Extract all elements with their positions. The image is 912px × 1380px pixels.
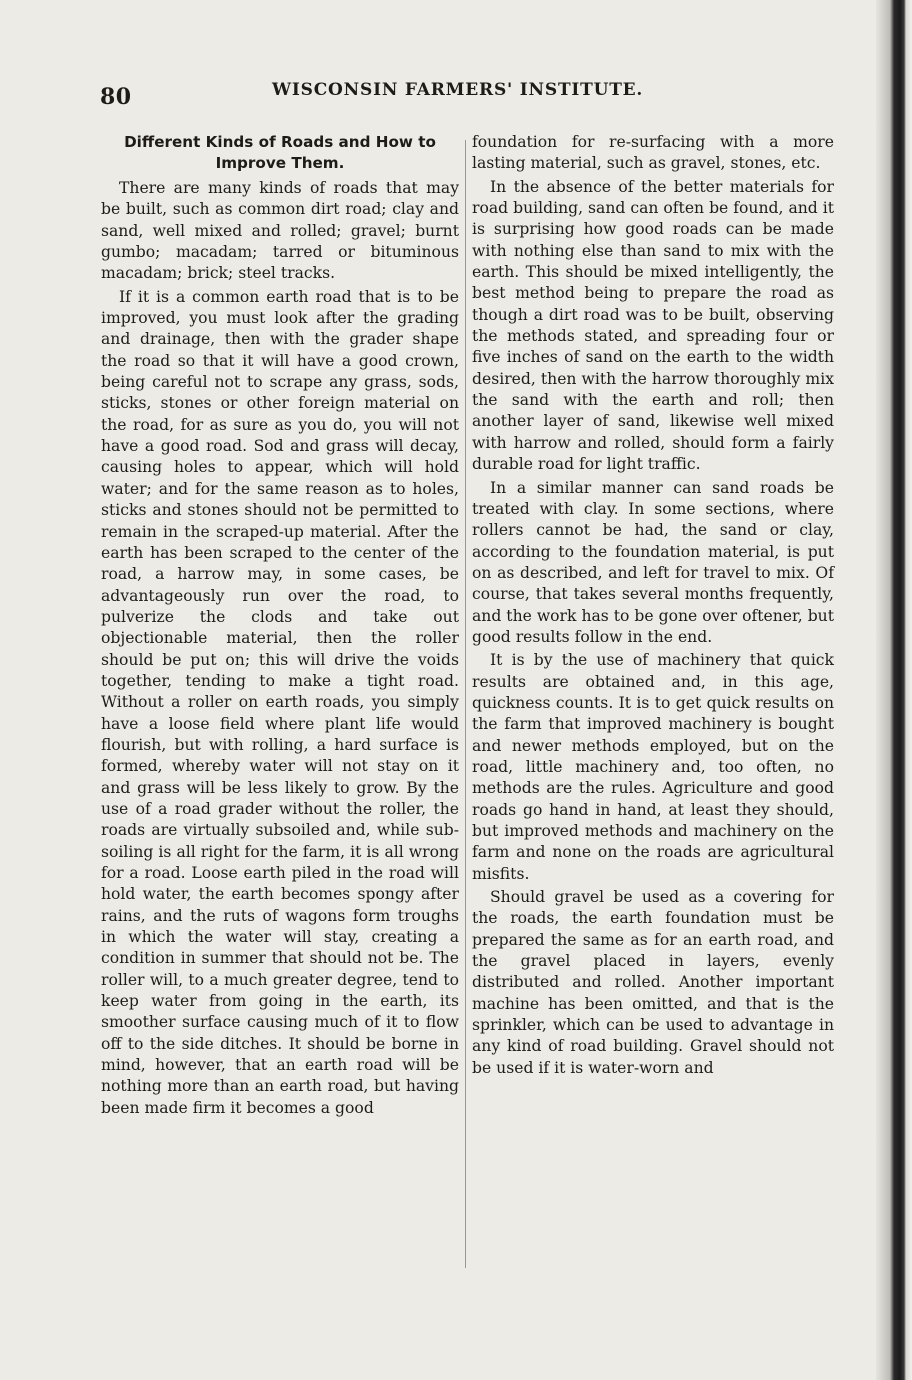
paragraph-sand-roads: In the absence of the better materials for road building, sand can often be found, and it is surprising how good roads can be made with nothing else than sand to mix with the earth. This should be mixed intelligently, the best method being to prepare the road as though a dirt road was to be built, observing the methods stated, and spreading four or five inches of sand on the earth to the width desired, then with the harrow thoroughly mix the sand with the earth and roll; then another layer of sand, likewise well mixed with harrow and rolled, should form a fairly durable road for light traffic.: [472, 177, 834, 474]
paragraph-earth-road-continued: foundation for re-surfacing with a more lasting material, such as gravel, stones, etc.: [472, 133, 834, 173]
article-title: Different Kinds of Roads and How to Improve Them.: [124, 133, 436, 172]
page-number: 80: [100, 84, 132, 110]
paragraph-earth-road: If it is a common earth road that is to be improved, you must look after the grading and drainage, then with the grader shape the road so that it will have a good crown, being careful not to scrape any grass, sods, sticks, stones or other foreign material on the road, for as sure as you do, you will not have a good road. Sod and grass will decay, causing holes to appear, which will hold water; and for the same reason as to holes, sticks and stones should not be permitted to remain in the scraped-up material. After the earth has been scraped to the center of the road, a harrow may, in some cases, be advantageously run over the road, to pulverize the clods and take out objectionable material, then the roller should be put on; this will drive the voids together, tending to make a tight road. Without a roller on earth roads, you simply have a loose field where plant life would flourish, but with rolling, a hard surface is formed, whereby water will not stay on it and grass will be less likely to grow. By the use of a road grader without the roller, the roads are virtually subsoiled and, while sub-soiling is all right for the farm, it is all wrong for a road. Loose earth piled in the road will hold water, the earth becomes spongy after rains, and the ruts of wagons form troughs in which the water will stay, creating a condition in summer that should not be. The roller will, to a much greater degree, tend to keep water from going in the earth, its smoother surface causing much of it to flow off to the side ditches. It should be borne in mind, however, that an earth road will be nothing more than an earth road, but having been made firm it becomes a good: [101, 287, 459, 1117]
paragraph-machinery: It is by the use of machinery that quick results are obtained and, in this age, quickness counts. It is to get quick results on the farm that improved machinery is bought and newer methods employed, but on the road, little machinery and, too often, no methods are the rules. Agriculture and good roads go hand in hand, at least they should, but improved methods and machinery on the farm and none on the roads are agricultural misfits.: [472, 651, 834, 883]
paragraph-clay-treatment: In a similar manner can sand roads be treated with clay. In some sections, where rollers cannot be had, the sand or clay, according to the foundation material, is put on as described, and left for travel to mix. Of course, that takes several months frequently, and the work has to be gone over oftener, but good results follow in the end.: [472, 478, 834, 646]
paragraph-gravel: Should gravel be used as a covering for the roads, the earth foundation must be prepared the same as for an earth road, and the gravel placed in layers, evenly distributed and rolled. Another important machine has been omitted, and that is the sprinkler, which can be used to advantage in any kind of road building. Gravel should not be used if it is water-worn and: [472, 888, 834, 1077]
running-title: WISCONSIN FARMERS' INSTITUTE.: [272, 80, 644, 100]
left-column: [101, 132, 459, 1119]
right-column: [472, 132, 834, 1079]
paragraph-road-kinds: There are many kinds of roads that may be built, such as common dirt road; clay and sand, well mixed and rolled; gravel; burnt gumbo; macadam; tarred or bituminous macadam; brick; steel tracks.: [101, 179, 459, 283]
column-rule: [465, 140, 466, 1268]
scan-binding-edge: [876, 0, 912, 1380]
